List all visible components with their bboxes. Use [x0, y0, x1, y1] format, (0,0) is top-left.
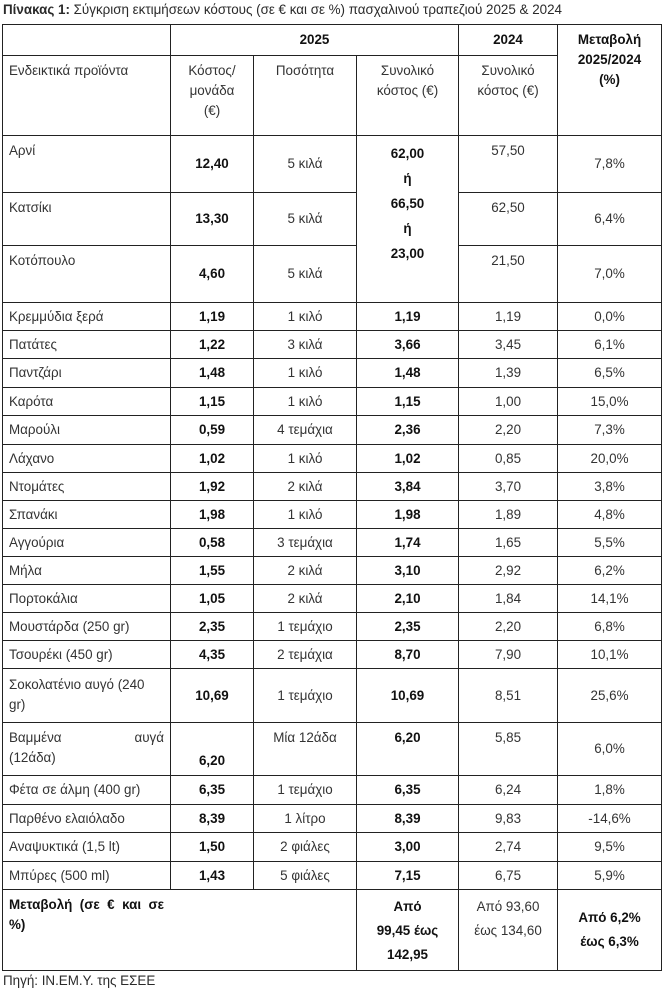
total-2025: 1,19: [357, 303, 459, 331]
total-2025: 7,15: [357, 862, 459, 890]
table-row: [3, 388, 662, 416]
product-name: Τσουρέκι (450 gr): [3, 641, 171, 669]
product-name: Πορτοκάλια: [3, 585, 171, 613]
quantity: 1 κιλό: [254, 388, 357, 416]
total-2024: 2,20: [459, 416, 558, 445]
table-row: [3, 641, 662, 669]
total-2025: 1,15: [357, 388, 459, 416]
summary-change: [558, 890, 662, 971]
quantity: 1 κιλό: [254, 501, 357, 529]
summary-2025-l1: Από: [393, 899, 422, 914]
product-name: Μαρούλι: [3, 416, 171, 445]
unit-cost: 0,58: [171, 529, 254, 557]
table-row: [3, 445, 662, 473]
table-row: [3, 833, 662, 862]
quantity: 3 κιλά: [254, 331, 357, 359]
quantity: 2 τεμάχια: [254, 641, 357, 669]
total-2024: 7,90: [459, 641, 558, 669]
total-2025: 2,35: [357, 613, 459, 641]
product-name: Παρθένο ελαιόλαδο: [3, 805, 171, 833]
summary-change-l1: Από 6,2%: [578, 910, 641, 925]
change: 20,0%: [558, 445, 662, 473]
unit-cost: 0,59: [171, 416, 254, 445]
total-2024: 5,85: [459, 723, 558, 776]
total-2024: 2,74: [459, 833, 558, 862]
change: 6,5%: [558, 359, 662, 388]
product-name: Μουστάρδα (250 gr): [3, 613, 171, 641]
unit-cost: 1,98: [171, 501, 254, 529]
unit-cost: 1,05: [171, 585, 254, 613]
change: 10,1%: [558, 641, 662, 669]
unit-cost: 10,69: [171, 669, 254, 723]
header-year-2025: 2025: [171, 25, 459, 56]
quantity: 2 κιλά: [254, 585, 357, 613]
header-total-2024: [459, 56, 558, 136]
total-2024: 1,84: [459, 585, 558, 613]
change: 0,0%: [558, 303, 662, 331]
unit-cost: 8,39: [171, 805, 254, 833]
change: -14,6%: [558, 805, 662, 833]
total-2024: 1,00: [459, 388, 558, 416]
product-name: [3, 723, 171, 776]
change: 6,2%: [558, 557, 662, 585]
header-change-l2: 2025/2024: [577, 52, 642, 67]
table-row: [3, 331, 662, 359]
product-name: Φέτα σε άλμη (400 gr): [3, 776, 171, 805]
quantity: 5 κιλά: [254, 136, 357, 193]
product-name: Ντομάτες: [3, 473, 171, 501]
quantity: 3 τεμάχια: [254, 529, 357, 557]
total-2024: 2,92: [459, 557, 558, 585]
unit-cost: 4,35: [171, 641, 254, 669]
header-total-2024-l1: Συνολικό: [481, 63, 535, 78]
quantity: 2 κιλά: [254, 473, 357, 501]
change: 7,0%: [558, 246, 662, 303]
unit-cost: 6,35: [171, 776, 254, 805]
header-products: Ενδεικτικά προϊόντα: [3, 56, 171, 136]
total-2024: 62,50: [459, 193, 558, 246]
total-2024: 1,65: [459, 529, 558, 557]
change: 5,5%: [558, 529, 662, 557]
quantity: 5 κιλά: [254, 193, 357, 246]
total-2025: 6,35: [357, 776, 459, 805]
total-2024: 21,50: [459, 246, 558, 303]
total-2025: 8,39: [357, 805, 459, 833]
summary-label: [3, 890, 357, 971]
meat-total-or-2: ή: [403, 221, 412, 236]
unit-cost: 1,02: [171, 445, 254, 473]
unit-cost: 1,19: [171, 303, 254, 331]
header-unit-cost-l3: (€): [203, 103, 221, 118]
table-row: [3, 416, 662, 445]
unit-cost: 1,22: [171, 331, 254, 359]
unit-cost: 4,60: [171, 246, 254, 303]
meat-total-lamb: 62,00: [390, 146, 425, 161]
header-unit-cost: [171, 56, 254, 136]
quantity: 4 τεμάχια: [254, 416, 357, 445]
table-row-goat: [3, 193, 662, 246]
change: 6,1%: [558, 331, 662, 359]
total-2024: 3,70: [459, 473, 558, 501]
quantity: 1 τεμάχιο: [254, 669, 357, 723]
total-2024: 1,89: [459, 501, 558, 529]
quantity: 1 λίτρο: [254, 805, 357, 833]
quantity: 2 κιλά: [254, 557, 357, 585]
summary-total-2024: [459, 890, 558, 971]
change: 1,8%: [558, 776, 662, 805]
summary-label-l1: Μεταβολή (σε € και σε: [9, 897, 164, 912]
total-2024: 3,45: [459, 331, 558, 359]
total-2025: 1,74: [357, 529, 459, 557]
unit-cost: 1,50: [171, 833, 254, 862]
total-2025: 10,69: [357, 669, 459, 723]
table-row: [3, 805, 662, 833]
change: 7,8%: [558, 136, 662, 193]
header-total-2025: [357, 56, 459, 136]
change: 25,6%: [558, 669, 662, 723]
summary-row: [3, 890, 662, 971]
total-2025: 1,48: [357, 359, 459, 388]
header-year-2024: 2024: [459, 25, 558, 56]
quantity: Μία 12άδα: [254, 723, 357, 776]
product-name: Αναψυκτικά (1,5 lt): [3, 833, 171, 862]
change: 6,0%: [558, 723, 662, 776]
total-2024: 6,24: [459, 776, 558, 805]
quantity: 1 κιλό: [254, 359, 357, 388]
summary-total-2025: [357, 890, 459, 971]
quantity: 1 κιλό: [254, 303, 357, 331]
change: 9,5%: [558, 833, 662, 862]
header-change-l1: Μεταβολή: [577, 32, 642, 47]
change: 15,0%: [558, 388, 662, 416]
table-row-chicken: [3, 246, 662, 303]
header-row-years: [3, 25, 662, 56]
table-row: [3, 529, 662, 557]
total-2024: 1,39: [459, 359, 558, 388]
total-2024: 1,19: [459, 303, 558, 331]
table-row: [3, 359, 662, 388]
total-2025: 6,20: [357, 723, 459, 776]
change: 7,3%: [558, 416, 662, 445]
quantity: 5 κιλά: [254, 246, 357, 303]
unit-cost: 6,20: [171, 723, 254, 776]
table-row-dyed-eggs: [3, 723, 662, 776]
table-row: [3, 473, 662, 501]
table-row-chocolate-egg: [3, 669, 662, 723]
caption-text: Σύγκριση εκτιμήσεων κόστους (σε € και σε %) πασχαλινού τραπεζιού 2025 & 2024: [69, 2, 562, 17]
meat-total-chicken: 23,00: [390, 246, 425, 261]
product-name: Αρνί: [3, 136, 171, 193]
quantity: 1 τεμάχιο: [254, 613, 357, 641]
unit-cost: 1,55: [171, 557, 254, 585]
product-name: [3, 669, 171, 723]
table-row: [3, 557, 662, 585]
unit-cost: 1,92: [171, 473, 254, 501]
total-2025: 2,36: [357, 416, 459, 445]
header-unit-cost-l2: μονάδα: [189, 83, 235, 98]
change: 14,1%: [558, 585, 662, 613]
product-name-l1: Σοκολατένιο αυγό (240: [9, 677, 145, 692]
change: 3,8%: [558, 473, 662, 501]
cost-comparison-table: [2, 24, 662, 971]
header-change: [558, 25, 662, 136]
quantity: 2 φιάλες: [254, 833, 357, 862]
total-2024: 2,20: [459, 613, 558, 641]
table-row: [3, 776, 662, 805]
summary-2024-l2: έως 134,60: [474, 923, 542, 938]
change: 6,8%: [558, 613, 662, 641]
meat-total-or-1: ή: [403, 171, 412, 186]
change: 6,4%: [558, 193, 662, 246]
header-total-2025-l2: κόστος (€): [376, 83, 439, 98]
product-name-l2: gr): [9, 697, 26, 712]
table-caption: [3, 1, 665, 19]
unit-cost: 1,48: [171, 359, 254, 388]
table-row: [3, 303, 662, 331]
unit-cost: 12,40: [171, 136, 254, 193]
total-2024: 8,51: [459, 669, 558, 723]
total-2024: 9,83: [459, 805, 558, 833]
total-2025: 2,10: [357, 585, 459, 613]
summary-2024-l1: Από 93,60: [476, 899, 540, 914]
product-name-l1: Βαμμένα αυγά: [9, 730, 164, 745]
quantity: 5 φιάλες: [254, 862, 357, 890]
product-name: Κοτόπουλο: [3, 246, 171, 303]
product-name: Λάχανο: [3, 445, 171, 473]
product-name: Μπύρες (500 ml): [3, 862, 171, 890]
header-total-2024-l2: κόστος (€): [477, 83, 539, 98]
unit-cost: 1,43: [171, 862, 254, 890]
table-row: [3, 613, 662, 641]
product-name: Σπανάκι: [3, 501, 171, 529]
summary-change-l2: έως 6,3%: [580, 934, 639, 949]
table-row: [3, 585, 662, 613]
header-quantity: Ποσότητα: [254, 56, 357, 136]
total-2025: 1,02: [357, 445, 459, 473]
caption-prefix: Πίνακας 1:: [3, 2, 70, 17]
table-row-lamb: [3, 136, 662, 193]
total-2025: 3,10: [357, 557, 459, 585]
total-2024: 57,50: [459, 136, 558, 193]
quantity: 1 τεμάχιο: [254, 776, 357, 805]
unit-cost: 2,35: [171, 613, 254, 641]
meat-total-2025: [357, 136, 459, 303]
product-name: Καρότα: [3, 388, 171, 416]
total-2024: 6,75: [459, 862, 558, 890]
meat-total-goat: 66,50: [390, 196, 425, 211]
change: 5,9%: [558, 862, 662, 890]
header-change-l3: (%): [599, 72, 620, 87]
summary-2025-l2: 99,45 έως: [376, 923, 439, 938]
product-name: Κατσίκι: [3, 193, 171, 246]
total-2025: 3,84: [357, 473, 459, 501]
unit-cost: 13,30: [171, 193, 254, 246]
total-2025: 3,00: [357, 833, 459, 862]
header-unit-cost-l1: Κόστος/: [188, 63, 236, 78]
table-row: [3, 501, 662, 529]
product-name: Πατάτες: [3, 331, 171, 359]
product-name: Κρεμμύδια ξερά: [3, 303, 171, 331]
summary-label-l2: %): [9, 917, 26, 932]
product-name: Αγγούρια: [3, 529, 171, 557]
total-2025: 3,66: [357, 331, 459, 359]
total-2025: 1,98: [357, 501, 459, 529]
quantity: 1 κιλό: [254, 445, 357, 473]
product-name: Παντζάρι: [3, 359, 171, 388]
source-note: Πηγή: ΙΝ.ΕΜ.Υ. της ΕΣΕΕ: [3, 973, 156, 988]
product-name-l2: (12άδα): [9, 750, 56, 765]
table-row: [3, 862, 662, 890]
total-2024: 0,85: [459, 445, 558, 473]
product-name: Μήλα: [3, 557, 171, 585]
header-total-2025-l1: Συνολικό: [380, 63, 435, 78]
header-empty-cell: [3, 25, 171, 56]
summary-2025-l3: 142,95: [387, 947, 428, 962]
unit-cost: 1,15: [171, 388, 254, 416]
change: 4,8%: [558, 501, 662, 529]
total-2025: 8,70: [357, 641, 459, 669]
